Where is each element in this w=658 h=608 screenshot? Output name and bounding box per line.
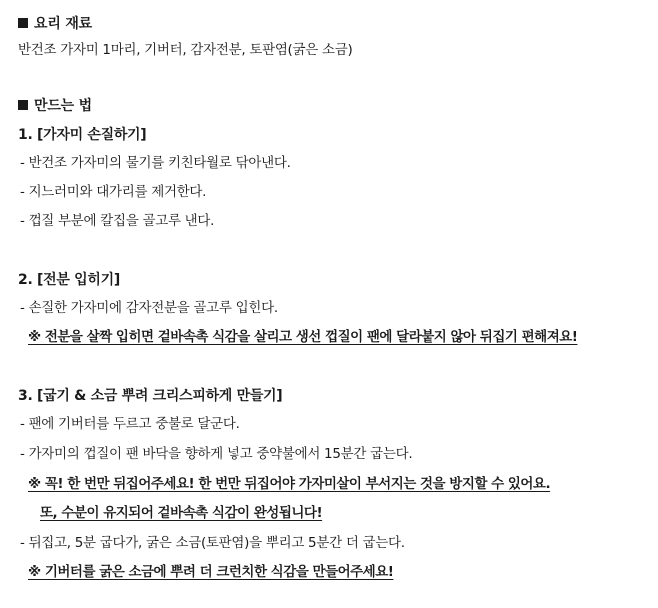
step-1-title: 1. [가자미 손질하기] bbox=[18, 127, 147, 143]
method-title: 만드는 법 bbox=[34, 98, 92, 114]
square-bullet-icon bbox=[18, 18, 28, 28]
step-3-note-b: ※ 기버터를 굵은 소금에 뿌려 더 크런치한 식감을 만들어주세요! bbox=[28, 564, 394, 580]
ingredients-title: 요리 재료 bbox=[34, 16, 92, 32]
step-3-item: - 뒤집고, 5분 굽다가, 굵은 소금(토판염)을 뿌리고 5분간 더 굽는다. bbox=[20, 535, 405, 551]
step-2-note: ※ 전분을 살짝 입히면 겉바속촉 식감을 살리고 생선 껍질이 팬에 달라붙지 않아 뒤집기 편해져요! bbox=[28, 329, 578, 345]
step-1-item: - 껍질 부분에 칼집을 골고루 낸다. bbox=[20, 213, 215, 229]
step-3-item: - 가자미의 껍질이 팬 바닥을 향하게 넣고 중약불에서 15분간 굽는다. bbox=[20, 446, 413, 462]
square-bullet-icon bbox=[18, 100, 28, 110]
step-3-note-a: ※ 꼭! 한 번만 뒤집어주세요! 한 번만 뒤집어야 가자미살이 부서지는 것을 방지할 수 있어요. bbox=[28, 476, 551, 492]
ingredients-heading bbox=[18, 17, 92, 31]
step-1-item: - 지느러미와 대가리를 제거한다. bbox=[20, 184, 207, 200]
step-2-item: - 손질한 가자미에 감자전분을 골고루 입힌다. bbox=[20, 300, 278, 316]
step-2-title: 2. [전분 입히기] bbox=[18, 272, 120, 288]
method-heading bbox=[18, 99, 92, 113]
step-3-item: - 팬에 기버터를 두르고 중불로 달군다. bbox=[20, 416, 240, 432]
step-3-note-a-cont: 또, 수분이 유지되어 겉바속촉 식감이 완성됩니다! bbox=[40, 505, 323, 521]
step-3-title: 3. [굽기 & 소금 뿌려 크리스피하게 만들기] bbox=[18, 388, 283, 404]
ingredients-list: 반건조 가자미 1마리, 기버터, 감자전분, 토판염(굵은 소금) bbox=[18, 42, 353, 58]
step-1-item: - 반건조 가자미의 물기를 키친타월로 닦아낸다. bbox=[20, 155, 291, 171]
